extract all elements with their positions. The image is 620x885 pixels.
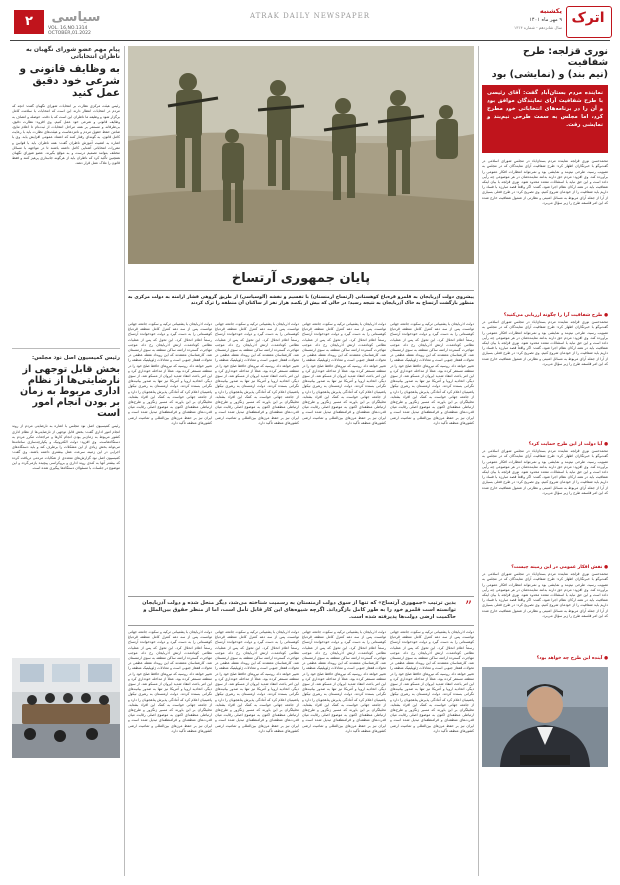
right-question-4: ● آینده این طرح چه خواهد بود؟: [536, 656, 608, 662]
issue-number-fa: سال شانزدهم - شماره ۱۳۱۴: [514, 25, 562, 30]
center-column: [128, 46, 474, 876]
right-body-2: محمدحسن نوری قزلجه نماینده مردم بستان‌آباد در مجلس شورای اسلامی در گفت‌وگو با خبرنگاران اظهار کرد: طرح شفافیت آرای نمایندگان که در مجلس به تصویب رسید، طرحی نیم‌بند و نمایشی بود و نمی‌تواند انتظارات افکار عمومی را برآورده کند. وی افزود: مردم حق دارند بدانند نماینده‌شان در هر موضوعی چه رأیی داده است و این حق نباید با استثنائات متعدد محدود شود. نوری قزلجه با بیان اینکه شفافیت باید در همه ارکان نظام اجرا شود، گفت: اگر واقعاً قصد مبارزه با فساد را داریم باید شفافیت را از خودمان شروع کنیم. وی تصریح کرد: در طرح فعلی بسیاری از آرا از جمله آرای مربوط به مسائل امنیتی و نظارتی از شمول شفافیت خارج شده که این امر فلسفه طرح را زیر سؤال می‌برد.: [482, 320, 608, 366]
right-summary-box: نماینده مردم بستان‌آباد گفت: آقای رئیسی با طرح شفافیت آرای نمایندگان موافق بود و آن را در برنامه‌های انتخاباتی خود مطرح کرد، اما مجلس به سمت طرحی نیم‌بند و نمایشی رفت.: [482, 85, 608, 153]
main-body-col2: دولت آذربایجان با پشتیبانی ترکیه و سکوت جامعه جهانی توانست پس از سه دهه کنترل کامل منطقه قره‌باغ کوهستانی را به دست گیرد و دولت خودخوانده آرتساخ رسماً اعلام انحلال کرد. این تحول که پس از عملیات نظامی کوتاه‌مدت ارتش آذربایجان رخ داد، موجب مهاجرت گسترده ارامنه ساکن منطقه به سوی ارمنستان شد. کارشناسان معتقدند که این رویداد نقطه عطفی در تحولات قفقاز جنوبی است و معادلات ژئوپلیتیک منطقه را تغییر خواهد داد. روسیه که نیروهای حافظ صلح خود را در منطقه مستقر کرده بود، عملاً از مداخله خودداری کرد و این امر باعث انتقاد شدید ایروان از مسکو شد. از سوی دیگر، اتحادیه اروپا و آمریکا نیز تنها به صدور بیانیه‌های نگرانی بسنده کردند. دولت ارمنستان به رهبری نیکول پاشینیان اعلام کرد که آمادگی پذیرش پناهجویان را دارد و از جامعه جهانی خواست به کمک این افراد بشتابد. تحلیلگران بر این باورند که مسیر زنگزور و طرح‌های ارتباطی منطقه‌ای اکنون به موضوع اصلی رقابت میان قدرت‌های منطقه‌ای و فرامنطقه‌ای تبدیل شده است و ایران نیز بر حفظ مرزهای بین‌المللی و تمامیت ارضی کشورهای منطقه تأکید دارد.: [302, 322, 386, 425]
right-body-1: محمدحسن نوری قزلجه نماینده مردم بستان‌آباد در مجلس شورای اسلامی در گفت‌وگو با خبرنگاران اظهار کرد: طرح شفافیت آرای نمایندگان که در مجلس به تصویب رسید، طرحی نیم‌بند و نمایشی بود و نمی‌تواند انتظارات افکار عمومی را برآورده کند. وی افزود: مردم حق دارند بدانند نماینده‌شان در هر موضوعی چه رأیی داده است و این حق نباید با استثنائات متعدد محدود شود. نوری قزلجه با بیان اینکه شفافیت باید در همه ارکان نظام اجرا شود، گفت: اگر واقعاً قصد مبارزه با فساد را داریم باید شفافیت را از خودمان شروع کنیم. وی تصریح کرد: در طرح فعلی بسیاری از آرا از جمله آرای مربوط به مسائل امنیتی و نظارتی از شمول شفافیت خارج شده که این امر فلسفه طرح را زیر سؤال می‌برد.: [482, 159, 608, 205]
soldiers-photo: [128, 46, 474, 264]
right-title: (نیم بند) و (نمایشی) بود: [491, 69, 608, 81]
left-column: [12, 46, 120, 876]
right-question-3: ● نقش افکار عمومی در این زمینه چیست؟: [511, 565, 608, 571]
story2-body: رئیس کمیسیون اصل نود مجلس با اشاره به نارضایتی مردم از روند انجام امور اداری گفت: بخش قابل توجهی از نارضایتی‌ها از نظام اداری کشور مربوط به زمان‌بر بودن انجام کارها و مراجعات مکرر مردم به دستگاه‌هاست. وی افزود: دولت الکترونیک و یکپارچه‌سازی سامانه‌ها می‌تواند بخش زیادی از این مشکلات را برطرف کند و باید دستگاه‌های اجرایی در این زمینه سرعت عمل بیشتری داشته باشند. وی گفت: کمیسیون اصل نود گزارش‌های متعددی از شکایات مردمی دریافت کرده که بیشتر آنها به کندی روند اداری و بروکراسی پیچیده بازمی‌گردد و این موضوع در جلسات با مسئولان دستگاه‌ها پیگیری شده است.: [12, 424, 120, 470]
right-column: [482, 46, 608, 876]
main-body-col1: دولت آذربایجان با پشتیبانی ترکیه و سکوت جامعه جهانی توانست پس از سه دهه کنترل کامل منطقه قره‌باغ کوهستانی را به دست گیرد و دولت خودخوانده آرتساخ رسماً اعلام انحلال کرد. این تحول که پس از عملیات نظامی کوتاه‌مدت ارتش آذربایجان رخ داد، موجب مهاجرت گسترده ارامنه ساکن منطقه به سوی ارمنستان شد. کارشناسان معتقدند که این رویداد نقطه عطفی در تحولات قفقاز جنوبی است و معادلات ژئوپلیتیک منطقه را تغییر خواهد داد. روسیه که نیروهای حافظ صلح خود را در منطقه مستقر کرده بود، عملاً از مداخله خودداری کرد و این امر باعث انتقاد شدید ایروان از مسکو شد. از سوی دیگر، اتحادیه اروپا و آمریکا نیز تنها به صدور بیانیه‌های نگرانی بسنده کردند. دولت ارمنستان به رهبری نیکول پاشینیان اعلام کرد که آمادگی پذیرش پناهجویان را دارد و از جامعه جهانی خواست به کمک این افراد بشتابد. تحلیلگران بر این باورند که مسیر زنگزور و طرح‌های ارتباطی منطقه‌ای اکنون به موضوع اصلی رقابت میان قدرت‌های منطقه‌ای و فرامنطقه‌ای تبدیل شده است و ایران نیز بر حفظ مرزهای بین‌المللی و تمامیت ارضی کشورهای منطقه تأکید دارد.: [390, 322, 474, 425]
col-divider-left: [124, 46, 125, 876]
story2-kicker: رئیس کمیسیون اصل نود مجلس:: [31, 355, 120, 362]
right-question-2: ● آیا دولت از این طرح حمایت کرد؟: [528, 442, 608, 448]
issue-weekday: یکشنبه: [539, 7, 562, 15]
main-body-col8: دولت آذربایجان با پشتیبانی ترکیه و سکوت جامعه جهانی توانست پس از سه دهه کنترل کامل منطقه قره‌باغ کوهستانی را به دست گیرد و دولت خودخوانده آرتساخ رسماً اعلام انحلال کرد. این تحول که پس از عملیات نظامی کوتاه‌مدت ارتش آذربایجان رخ داد، موجب مهاجرت گسترده ارامنه ساکن منطقه به سوی ارمنستان شد. کارشناسان معتقدند که این رویداد نقطه عطفی در تحولات قفقاز جنوبی است و معادلات ژئوپلیتیک منطقه را تغییر خواهد داد. روسیه که نیروهای حافظ صلح خود را در منطقه مستقر کرده بود، عملاً از مداخله خودداری کرد و این امر باعث انتقاد شدید ایروان از مسکو شد. از سوی دیگر، اتحادیه اروپا و آمریکا نیز تنها به صدور بیانیه‌های نگرانی بسنده کردند. دولت ارمنستان به رهبری نیکول پاشینیان اعلام کرد که آمادگی پذیرش پناهجویان را دارد و از جامعه جهانی خواست به کمک این افراد بشتابد. تحلیلگران بر این باورند که مسیر زنگزور و طرح‌های ارتباطی منطقه‌ای اکنون به موضوع اصلی رقابت میان قدرت‌های منطقه‌ای و فرامنطقه‌ای تبدیل شده است و ایران نیز بر حفظ مرزهای بین‌المللی و تمامیت ارضی کشورهای منطقه تأکید دارد.: [128, 630, 212, 733]
issue-volume: VOL. 16,NO.1314: [48, 26, 88, 31]
left-divider: [12, 348, 120, 349]
main-body-col5: دولت آذربایجان با پشتیبانی ترکیه و سکوت جامعه جهانی توانست پس از سه دهه کنترل کامل منطقه قره‌باغ کوهستانی را به دست گیرد و دولت خودخوانده آرتساخ رسماً اعلام انحلال کرد. این تحول که پس از عملیات نظامی کوتاه‌مدت ارتش آذربایجان رخ داد، موجب مهاجرت گسترده ارامنه ساکن منطقه به سوی ارمنستان شد. کارشناسان معتقدند که این رویداد نقطه عطفی در تحولات قفقاز جنوبی است و معادلات ژئوپلیتیک منطقه را تغییر خواهد داد. روسیه که نیروهای حافظ صلح خود را در منطقه مستقر کرده بود، عملاً از مداخله خودداری کرد و این امر باعث انتقاد شدید ایروان از مسکو شد. از سوی دیگر، اتحادیه اروپا و آمریکا نیز تنها به صدور بیانیه‌های نگرانی بسنده کردند. دولت ارمنستان به رهبری نیکول پاشینیان اعلام کرد که آمادگی پذیرش پناهجویان را دارد و از جامعه جهانی خواست به کمک این افراد بشتابد. تحلیلگران بر این باورند که مسیر زنگزور و طرح‌های ارتباطی منطقه‌ای اکنون به موضوع اصلی رقابت میان قدرت‌های منطقه‌ای و فرامنطقه‌ای تبدیل شده است و ایران نیز بر حفظ مرزهای بین‌المللی و تمامیت ارضی کشورهای منطقه تأکید دارد.: [390, 630, 474, 733]
page-number-badge: ۲: [14, 10, 44, 34]
header-divider: [10, 40, 610, 41]
right-body-4: محمدحسن نوری قزلجه نماینده مردم بستان‌آباد در مجلس شورای اسلامی در گفت‌وگو با خبرنگاران اظهار کرد: طرح شفافیت آرای نمایندگان که در مجلس به تصویب رسید، طرحی نیم‌بند و نمایشی بود و نمی‌تواند انتظارات افکار عمومی را برآورده کند. وی افزود: مردم حق دارند بدانند نماینده‌شان در هر موضوعی چه رأیی داده است و این حق نباید با استثنائات متعدد محدود شود. نوری قزلجه با بیان اینکه شفافیت باید در همه ارکان نظام اجرا شود، گفت: اگر واقعاً قصد مبارزه با فساد را داریم باید شفافیت را از خودمان شروع کنیم. وی تصریح کرد: در طرح فعلی بسیاری از آرا از جمله آرای مربوط به مسائل امنیتی و نظارتی از شمول شفافیت خارج شده که این امر فلسفه طرح را زیر سؤال می‌برد.: [482, 572, 608, 618]
pull-quote: [128, 596, 474, 626]
main-body-col4: دولت آذربایجان با پشتیبانی ترکیه و سکوت جامعه جهانی توانست پس از سه دهه کنترل کامل منطقه قره‌باغ کوهستانی را به دست گیرد و دولت خودخوانده آرتساخ رسماً اعلام انحلال کرد. این تحول که پس از عملیات نظامی کوتاه‌مدت ارتش آذربایجان رخ داد، موجب مهاجرت گسترده ارامنه ساکن منطقه به سوی ارمنستان شد. کارشناسان معتقدند که این رویداد نقطه عطفی در تحولات قفقاز جنوبی است و معادلات ژئوپلیتیک منطقه را تغییر خواهد داد. روسیه که نیروهای حافظ صلح خود را در منطقه مستقر کرده بود، عملاً از مداخله خودداری کرد و این امر باعث انتقاد شدید ایروان از مسکو شد. از سوی دیگر، اتحادیه اروپا و آمریکا نیز تنها به صدور بیانیه‌های نگرانی بسنده کردند. دولت ارمنستان به رهبری نیکول پاشینیان اعلام کرد که آمادگی پذیرش پناهجویان را دارد و از جامعه جهانی خواست به کمک این افراد بشتابد. تحلیلگران بر این باورند که مسیر زنگزور و طرح‌های ارتباطی منطقه‌ای اکنون به موضوع اصلی رقابت میان قدرت‌های منطقه‌ای و فرامنطقه‌ای تبدیل شده است و ایران نیز بر حفظ مرزهای بین‌المللی و تمامیت ارضی کشورهای منطقه تأکید دارد.: [128, 322, 212, 425]
col-divider-right: [478, 46, 479, 876]
portrait-photo: [482, 667, 608, 767]
meeting-photo: [12, 658, 120, 758]
main-lead: پیشروی دولت آذربایجان به قلمرو قره‌باغ کوهستانی (آرتساخ ارمنستان) با تقسیم و نقشه (آلوسیاسی) از طریق گروهی فشار ارامنه به دولت مرکزی به منظور بازگشت آرتساخ به خاک آذربایجان به نتیجه رسید؛ در حالی که بیش از یکصد هزار نفر از ساکنان آن منطقه را ترک کردند: [128, 295, 474, 307]
masthead: [0, 0, 620, 40]
section-label: سیاسی: [51, 10, 101, 25]
pull-quote-text: بدین ترتیب «جمهوری آرتساخ» که تنها از سوی دولت ارمنستان به رسمیت شناخته می‌شد، دیگر منحل شده و دولت آذربایجان توانسته است قلمرو خود را به طور کامل بازگرداند. اگرچه شیوه‌های این کار قابل تأمل است، اما از منظر حقوق بین‌الملل و حاکمیت ارضی دولت‌ها پذیرفته شده است.: [142, 600, 456, 620]
issue-date-en: OCTOBER,01.2022: [48, 31, 91, 36]
logo: [566, 6, 610, 36]
right-kicker: نوری قزلجه: طرح شفافیت: [523, 46, 608, 69]
main-title: پایان جمهوری آرتساخ: [231, 271, 371, 286]
main-body-col6: دولت آذربایجان با پشتیبانی ترکیه و سکوت جامعه جهانی توانست پس از سه دهه کنترل کامل منطقه قره‌باغ کوهستانی را به دست گیرد و دولت خودخوانده آرتساخ رسماً اعلام انحلال کرد. این تحول که پس از عملیات نظامی کوتاه‌مدت ارتش آذربایجان رخ داد، موجب مهاجرت گسترده ارامنه ساکن منطقه به سوی ارمنستان شد. کارشناسان معتقدند که این رویداد نقطه عطفی در تحولات قفقاز جنوبی است و معادلات ژئوپلیتیک منطقه را تغییر خواهد داد. روسیه که نیروهای حافظ صلح خود را در منطقه مستقر کرده بود، عملاً از مداخله خودداری کرد و این امر باعث انتقاد شدید ایروان از مسکو شد. از سوی دیگر، اتحادیه اروپا و آمریکا نیز تنها به صدور بیانیه‌های نگرانی بسنده کردند. دولت ارمنستان به رهبری نیکول پاشینیان اعلام کرد که آمادگی پذیرش پناهجویان را دارد و از جامعه جهانی خواست به کمک این افراد بشتابد. تحلیلگران بر این باورند که مسیر زنگزور و طرح‌های ارتباطی منطقه‌ای اکنون به موضوع اصلی رقابت میان قدرت‌های منطقه‌ای و فرامنطقه‌ای تبدیل شده است و ایران نیز بر حفظ مرزهای بین‌المللی و تمامیت ارضی کشورهای منطقه تأکید دارد.: [302, 630, 386, 733]
main-body-col7: دولت آذربایجان با پشتیبانی ترکیه و سکوت جامعه جهانی توانست پس از سه دهه کنترل کامل منطقه قره‌باغ کوهستانی را به دست گیرد و دولت خودخوانده آرتساخ رسماً اعلام انحلال کرد. این تحول که پس از عملیات نظامی کوتاه‌مدت ارتش آذربایجان رخ داد، موجب مهاجرت گسترده ارامنه ساکن منطقه به سوی ارمنستان شد. کارشناسان معتقدند که این رویداد نقطه عطفی در تحولات قفقاز جنوبی است و معادلات ژئوپلیتیک منطقه را تغییر خواهد داد. روسیه که نیروهای حافظ صلح خود را در منطقه مستقر کرده بود، عملاً از مداخله خودداری کرد و این امر باعث انتقاد شدید ایروان از مسکو شد. از سوی دیگر، اتحادیه اروپا و آمریکا نیز تنها به صدور بیانیه‌های نگرانی بسنده کردند. دولت ارمنستان به رهبری نیکول پاشینیان اعلام کرد که آمادگی پذیرش پناهجویان را دارد و از جامعه جهانی خواست به کمک این افراد بشتابد. تحلیلگران بر این باورند که مسیر زنگزور و طرح‌های ارتباطی منطقه‌ای اکنون به موضوع اصلی رقابت میان قدرت‌های منطقه‌ای و فرامنطقه‌ای تبدیل شده است و ایران نیز بر حفظ مرزهای بین‌المللی و تمامیت ارضی کشورهای منطقه تأکید دارد.: [215, 630, 299, 733]
story1-body: رئیس هیئت مرکزی نظارت بر انتخابات شورای نگهبان گفت: آنچه که مردم در انتخابات انتظار دارند این است که انتخابات با سلامت کامل برگزار شود و وظیفه ما ناظران این است که با دقت، حوصله و انصاف به وظایف قانونی و شرعی خود عمل کنیم. وی افزود: نظارت دقیق، بی‌طرفانه و مستمر بر همه مراحل انتخابات از ثبت‌نام تا اعلام نتایج، ضامن حفظ حقوق مردم و نامزدهاست و هیئت‌های نظارت باید با رعایت کامل قانون، به گونه‌ای رفتار کنند که اعتماد عمومی افزایش یابد. وی با اشاره به اهمیت آموزش ناظران گفت: همه ناظران باید با قوانین و مقررات انتخاباتی آشنایی کامل داشته باشند تا در مواجهه با مسائل مختلف بتوانند تصمیم درست و به موقع بگیرند. عضو شورای نگهبان همچنین تأکید کرد که ناظران باید از هرگونه جانبداری پرهیز کنند و فقط قانون را ملاک عمل قرار دهند.: [12, 104, 120, 166]
right-question-1: ● طرح شفافیت آرا را چگونه ارزیابی می‌کنید؟: [503, 313, 608, 319]
main-body-col3: دولت آذربایجان با پشتیبانی ترکیه و سکوت جامعه جهانی توانست پس از سه دهه کنترل کامل منطقه قره‌باغ کوهستانی را به دست گیرد و دولت خودخوانده آرتساخ رسماً اعلام انحلال کرد. این تحول که پس از عملیات نظامی کوتاه‌مدت ارتش آذربایجان رخ داد، موجب مهاجرت گسترده ارامنه ساکن منطقه به سوی ارمنستان شد. کارشناسان معتقدند که این رویداد نقطه عطفی در تحولات قفقاز جنوبی است و معادلات ژئوپلیتیک منطقه را تغییر خواهد داد. روسیه که نیروهای حافظ صلح خود را در منطقه مستقر کرده بود، عملاً از مداخله خودداری کرد و این امر باعث انتقاد شدید ایروان از مسکو شد. از سوی دیگر، اتحادیه اروپا و آمریکا نیز تنها به صدور بیانیه‌های نگرانی بسنده کردند. دولت ارمنستان به رهبری نیکول پاشینیان اعلام کرد که آمادگی پذیرش پناهجویان را دارد و از جامعه جهانی خواست به کمک این افراد بشتابد. تحلیلگران بر این باورند که مسیر زنگزور و طرح‌های ارتباطی منطقه‌ای اکنون به موضوع اصلی رقابت میان قدرت‌های منطقه‌ای و فرامنطقه‌ای تبدیل شده است و ایران نیز بر حفظ مرزهای بین‌المللی و تمامیت ارضی کشورهای منطقه تأکید دارد.: [215, 322, 299, 425]
newspaper-name-en: ATRAK DAILY NEWSPAPER: [249, 12, 371, 20]
issue-date-fa: ۹ مهر ماه ۱۴۰۱: [529, 17, 562, 23]
right-body-3: محمدحسن نوری قزلجه نماینده مردم بستان‌آباد در مجلس شورای اسلامی در گفت‌وگو با خبرنگاران اظهار کرد: طرح شفافیت آرای نمایندگان که در مجلس به تصویب رسید، طرحی نیم‌بند و نمایشی بود و نمی‌تواند انتظارات افکار عمومی را برآورده کند. وی افزود: مردم حق دارند بدانند نماینده‌شان در هر موضوعی چه رأیی داده است و این حق نباید با استثنائات متعدد محدود شود. نوری قزلجه با بیان اینکه شفافیت باید در همه ارکان نظام اجرا شود، گفت: اگر واقعاً قصد مبارزه با فساد را داریم باید شفافیت را از خودمان شروع کنیم. وی تصریح کرد: در طرح فعلی بسیاری از آرا از جمله آرای مربوط به مسائل امنیتی و نظارتی از شمول شفافیت خارج شده که این امر فلسفه طرح را زیر سؤال می‌برد.: [482, 449, 608, 495]
logo-text: اترک: [571, 10, 605, 26]
main-title-bar: [128, 268, 474, 291]
story1-kicker: پیام مهم عضو شورای نگهبان به ناظران انتخاباتی: [25, 46, 120, 60]
story2-title: بخش قابل توجهی از نارضایتی‌ها از نظام اداری مربوط به زمان بر بودن انجام امور است: [20, 364, 120, 420]
story1-title: به وظایف قانونی و شرعی خود دقیق عمل کنید: [19, 63, 120, 100]
quote-mark-icon: ”: [464, 599, 472, 615]
